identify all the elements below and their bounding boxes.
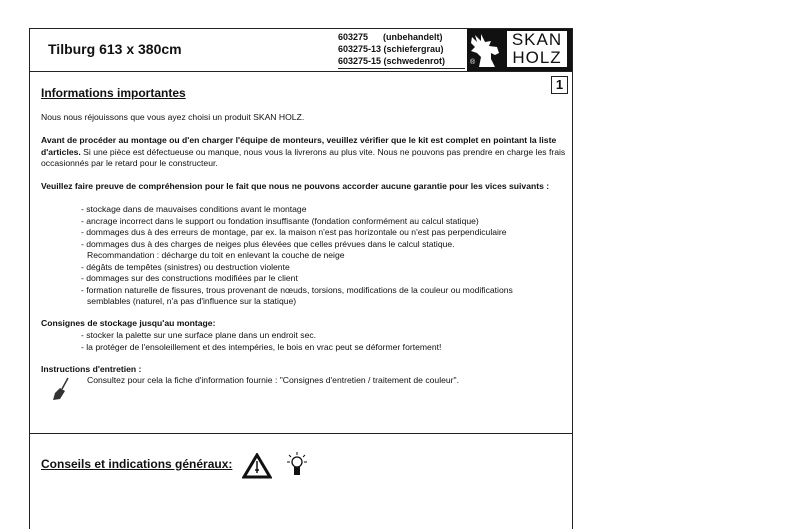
list-item: semblables (naturel, n'a pas d'influence sur la statique) [87,296,297,306]
lightbulb-icon [286,451,308,479]
check-text: Si une pièce est défectueuse ou manque, nous vous la livrerons au plus vite. Nous ne pouvons pas prendre en charge les frais occasionnés par le retard pour le constructeur. [41,146,566,168]
list-item: - stockage dans de mauvaises conditions avant le montage [81,204,307,214]
section-heading: Informations importantes [41,86,186,100]
list-item: - dommages dus à des erreurs de montage, par ex. la maison n'est pas horizontale ou n'est pas perpendiculaire [81,227,507,237]
section-heading-general: Conseils et indications généraux: [41,457,233,471]
check-paragraph [41,135,571,170]
warranty-list [41,204,571,308]
intro-text: Nous nous réjouissons que vous ayez choisi un produit SKAN HOLZ. [41,112,305,122]
check-bold: Avant de procéder au montage ou d'en charger l'équipe de monteurs, veuillez vérifier que le kit est complet en pointant la liste d'articles. [41,135,557,157]
list-item: - dommages dus à des charges de neiges plus élevées que celles prévues dans le calcul statique. [81,238,455,249]
list-item: - ancrage incorrect dans le support ou fondation insuffisante (fondation conformément au calcul statique) [81,215,479,226]
registered-icon: ® [470,59,476,66]
warranty-heading: Veuillez faire preuve de compréhension pour le fait que nous ne pouvons accorder aucune garantie pour les vices suivants : [41,181,550,191]
list-item: Recommandation : décharge du toit en enlevant la couche de neige [87,250,345,260]
page-number: 1 [551,76,568,94]
logo-text [507,31,567,67]
header [30,29,572,72]
article-code: 603275-13 (schiefergrau) [338,44,444,54]
list-item: - stocker la palette sur une surface plane dans un endroit sec. [81,330,317,340]
list-item: - dégâts de tempêtes (sinistres) ou destruction violente [81,261,290,272]
document-page [29,28,573,529]
skan-holz-logo [467,29,572,71]
article-codes [338,31,465,69]
paintbrush-icon [50,377,72,401]
storage-heading: Consignes de stockage jusqu'au montage: [41,318,216,328]
list-item: - la protéger de l'ensoleillement et des intempéries, le bois en vrac peut se déformer fortement! [81,341,442,352]
warning-icon [242,453,272,479]
list-item: - dommages sur des constructions modifiées par le client [81,273,298,283]
list-item: - formation naturelle de fissures, trous provenant de nœuds, torsions, modifications de la couleur ou modifications [81,284,513,295]
care-text: Consultez pour cela la fiche d'information fournie : "Consignes d'entretien / traitement de couleur". [87,375,459,385]
product-title: Tilburg 613 x 380cm [48,41,182,57]
storage-list [41,330,571,353]
article-code: 603275 (unbehandelt) [338,32,443,42]
logo-line: HOLZ [512,48,562,67]
article-code: 603275-15 (schwedenrot) [338,56,446,66]
care-heading: Instructions d'entretien : [41,364,142,374]
section-divider [30,433,572,434]
logo-line: SKAN [511,30,563,49]
